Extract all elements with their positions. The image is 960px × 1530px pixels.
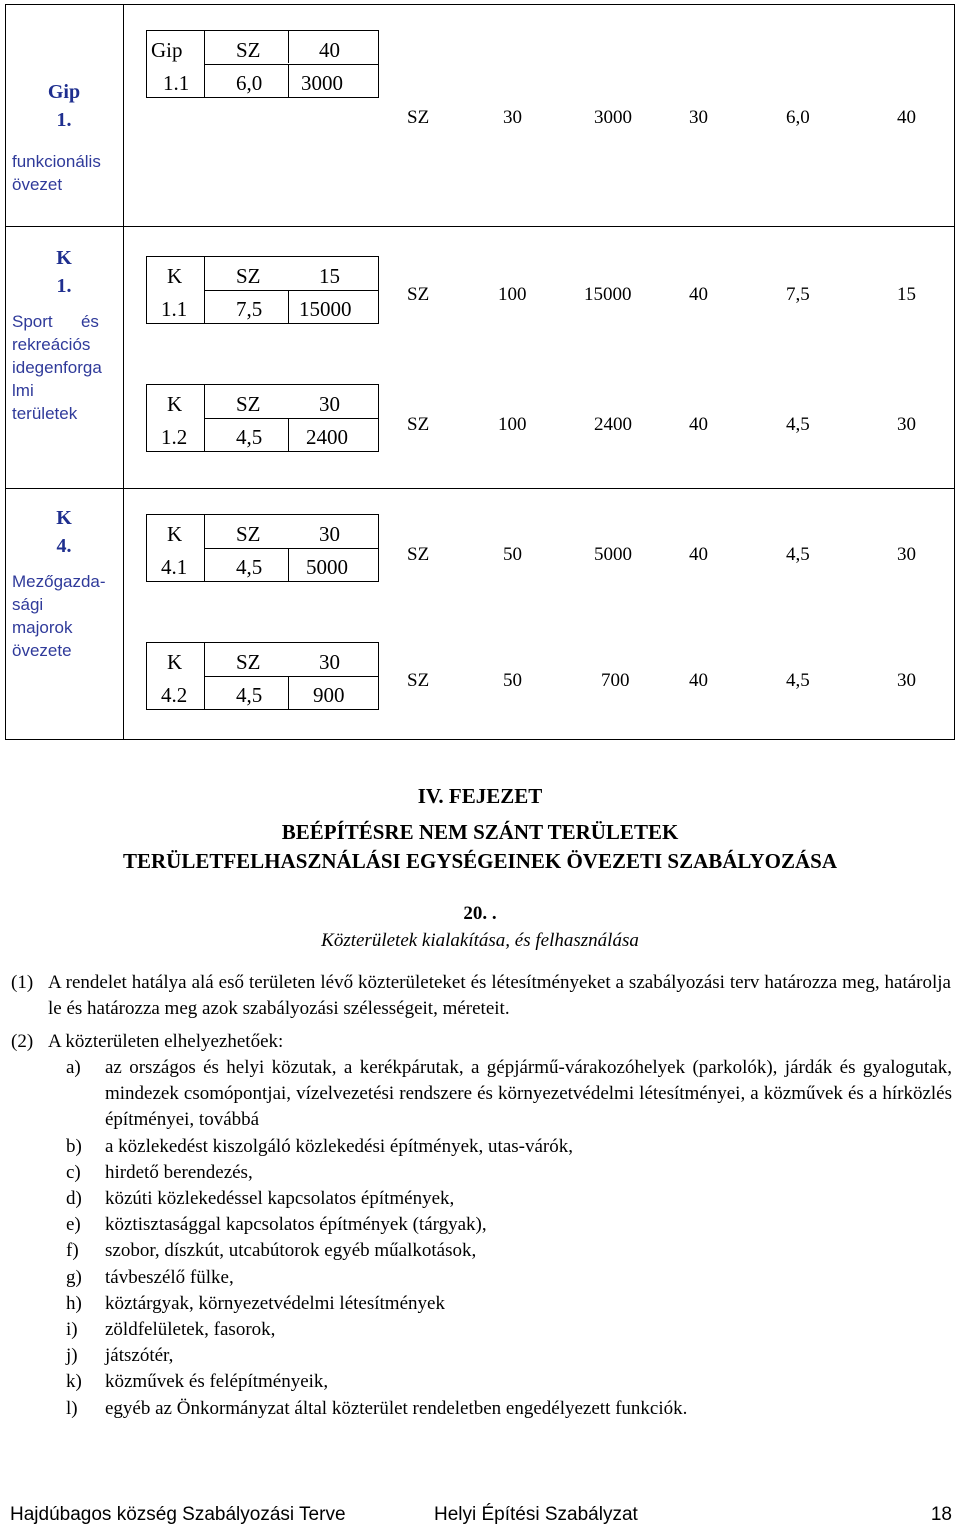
list-item: d) közúti közlekedéssel kapcsolatos építmények, [66, 1188, 455, 1210]
list-item: g) távbeszélő fülke, [66, 1266, 234, 1288]
zone-code: Gip [47, 81, 81, 103]
zone-values-row: SZ 100 2400 40 4,5 30 [407, 414, 916, 435]
chapter-title-line2: TERÜLETFELHASZNÁLÁSI EGYSÉGEINEK ÖVEZETI SZABÁLYOZÁSA [122, 849, 838, 873]
zone-key-box: K SZ 30 1.2 4,5 2400 [146, 384, 379, 452]
list-item: e) köztisztasággal kapcsolatos építmények (tárgyak), [66, 1214, 487, 1236]
chapter-title-line1: BEÉPÍTÉSRE NEM SZÁNT TERÜLETEK [281, 820, 679, 844]
paragraph-text: A közterületen elhelyezhetőek: [48, 1031, 284, 1052]
zone-key-box: K SZ 30 4.2 4,5 900 [146, 642, 379, 710]
footer-section-title: Helyi Építési Szabályzat [434, 1504, 638, 1525]
section-title: Közterületek kialakítása, és felhasználása [321, 930, 639, 951]
list-item: b) a közlekedést kiszolgáló közlekedési építmények, utas-várók, [66, 1135, 573, 1157]
page-number: 18 [930, 1504, 952, 1525]
zone-key-box: K SZ 15 1.1 7,5 15000 [146, 256, 379, 324]
zone-values-row: SZ 30 3000 30 6,0 40 [407, 107, 916, 128]
zone-key-subcode: 1.1 [163, 71, 190, 95]
zone-label-k4: K 4. [56, 507, 72, 557]
zone-key-type: SZ [236, 38, 261, 62]
zone-key-code: Gip [151, 38, 183, 62]
list-item: f) szobor, díszkút, utcabútorok egyéb műalkotások, [66, 1240, 477, 1262]
paragraph-number: (2) [11, 1031, 34, 1052]
list-item: j) játszótér, [66, 1345, 174, 1367]
zone-key-box [146, 30, 379, 98]
paragraph-number: (1) [11, 972, 34, 993]
zone-description: Mezőgazda- sági majorok övezete [12, 572, 106, 660]
zone-description: funkcionális övezet [12, 152, 101, 194]
zoning-table [5, 4, 955, 740]
zone-values-row: SZ 50 700 40 4,5 30 [407, 670, 916, 691]
zone-key-bottom-right: 3000 [301, 71, 343, 95]
zone-key-mid: 6,0 [236, 71, 263, 95]
row-divider [5, 226, 955, 227]
list-item: i) zöldfelületek, fasorok, [66, 1319, 276, 1341]
row-divider [5, 488, 955, 489]
zone-values-row: SZ 50 5000 40 4,5 30 [407, 544, 916, 565]
zone-description: Sport és rekreációs idegenforga lmi területek [12, 312, 102, 423]
list-item: k) közművek és felépítményeik, [66, 1371, 329, 1393]
zone-key-top-right: 40 [319, 38, 340, 62]
zone-values-row: SZ 100 15000 40 7,5 15 [407, 284, 916, 305]
list-item: h) köztárgyak, környezetvédelmi létesítmények [66, 1292, 445, 1314]
chapter-number: IV. FEJEZET [417, 784, 543, 808]
zone-label-gip1 [5, 78, 123, 134]
list-item: c) hirdető berendezés, [66, 1161, 253, 1183]
paragraph-1 [11, 970, 951, 1022]
zone-code-number: 1. [56, 109, 72, 131]
item-list [66, 1055, 952, 1422]
list-item: a) az országos és helyi közutak, a kerékpárutak, a gépjármű-várakozóhelyek (parkolók), járdák és gyalogutak, mindezek csomópontjai, vízelvezetési rendszere és környezetvédelmi létesítményei, a közművek és a hírközlés építményei, továbbá [66, 1057, 952, 1131]
paragraph-2 [11, 1029, 951, 1055]
list-item: l) egyéb az Önkormányzat által közterület rendeletben engedélyezett funkciók. [66, 1397, 688, 1419]
section-number: 20. . [463, 903, 497, 924]
zone-key-box: K SZ 30 4.1 4,5 5000 [146, 514, 379, 582]
page-footer [10, 1504, 952, 1530]
footer-document-title: Hajdúbagos község Szabályozási Terve [10, 1504, 346, 1525]
zone-label-k1: K 1. [56, 247, 72, 297]
paragraph-text: A rendelet hatálya alá eső területen lévő közterületeket és létesítményeket a szabályozási terv határozza meg, határolja le és határozza meg azok szabályozási szélességeit, méreteit. [48, 972, 951, 1019]
